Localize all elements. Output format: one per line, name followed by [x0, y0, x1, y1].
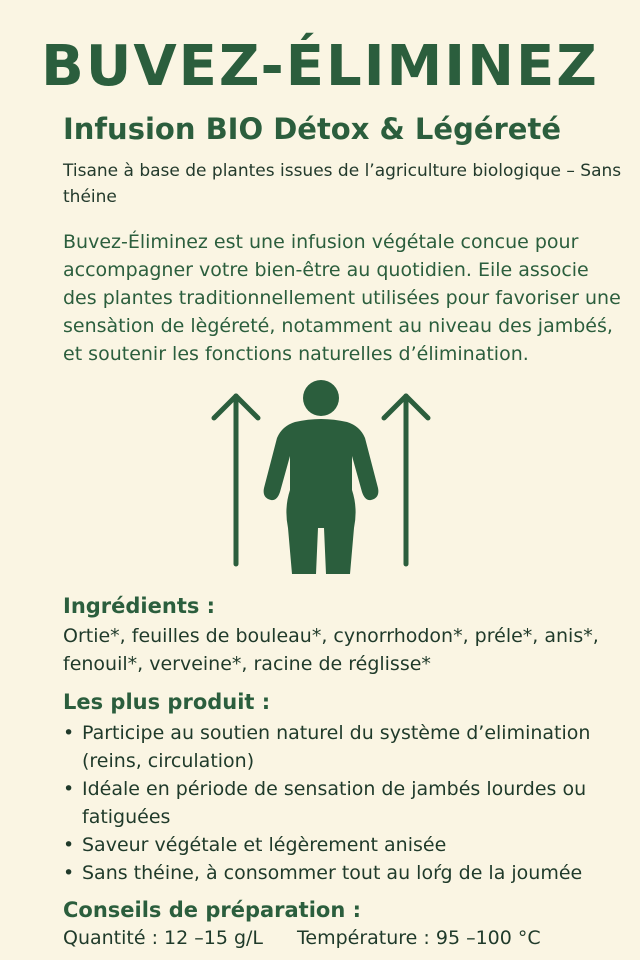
list-item: • Idéale en période de sensation de jambés lourdes ou fatiguées [63, 775, 623, 831]
preparation-heading: Conseils de préparation : [63, 898, 362, 922]
ingredients-heading: Ingrédients : [63, 594, 216, 618]
product-description: Buvez-Éliminez est une infusion végétale concue pour accompagner votre bien-être au quotidien. Eile associe des plantes traditionnellement utilisées pour favoriser une sensàtion de lègéreté, notamment au niveau des jambéś, et soutenir les fonctions naturelles d’élimination. [63, 231, 621, 365]
product-subtitle: Infusion BIO Détox & Légéreté [63, 112, 561, 146]
benefits-heading: Les plus produit : [63, 690, 271, 714]
up-arrow-icon [214, 396, 258, 564]
temperature-value: Température : 95 –100 °C [297, 927, 541, 949]
list-item: • Sans théine, à consommer tout au loŕg de la joumée [63, 859, 623, 887]
product-title: BUVEZ-ÉLIMINEZ [41, 34, 599, 99]
lightness-illustration [200, 378, 440, 574]
product-tagline: Tisane à base de plantes issues de l’agriculture biologique – Sans théine [63, 161, 622, 207]
quantity-value: Quantité : 12 –15 g/L [63, 927, 264, 949]
person-icon [264, 380, 379, 574]
benefits-list [63, 719, 623, 887]
list-item: • Saveur végétale et légèrement anisée [63, 831, 623, 859]
up-arrow-icon [384, 396, 428, 564]
preparation-details [63, 927, 541, 949]
list-item: • Participe au soutien naturel du système d’elimination (reins, circulation) [63, 719, 623, 775]
ingredients-list: Ortie*, feuilles de bouleau*, cynorrhodon*, préle*, anis*, fenouil*, verveine*, racine de réglisse* [63, 625, 599, 675]
